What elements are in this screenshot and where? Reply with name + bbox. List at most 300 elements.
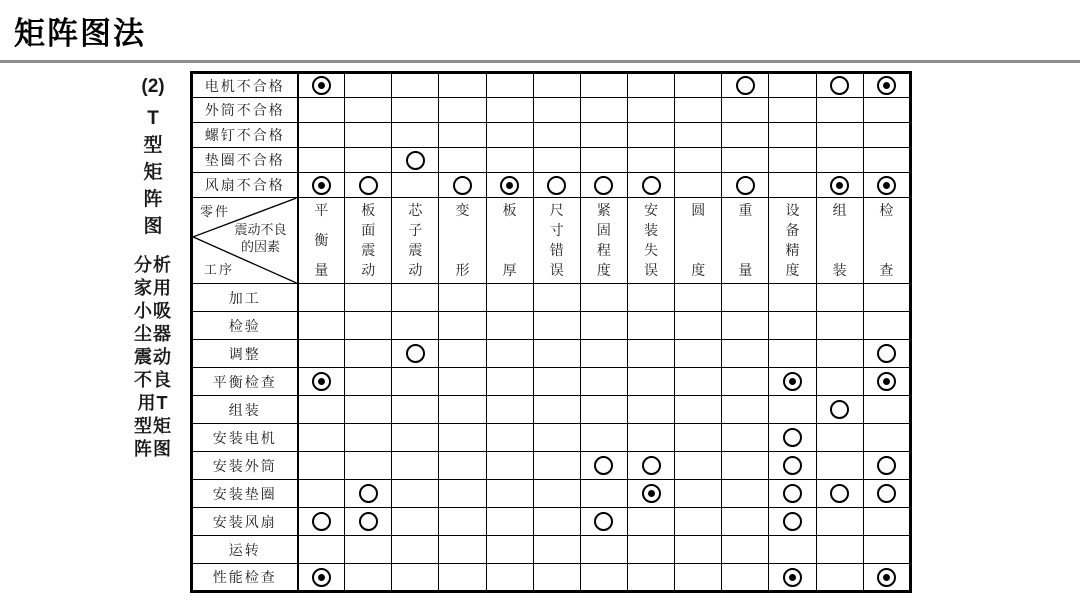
matrix-cell (439, 536, 486, 564)
factor-label-vertical (769, 198, 815, 283)
matrix-cell (769, 480, 816, 508)
process-row (192, 564, 911, 592)
strong-relation-mark-icon (877, 176, 896, 195)
matrix-cell (722, 396, 769, 424)
matrix-cell (298, 396, 345, 424)
strong-relation-mark-icon (877, 372, 896, 391)
matrix-cell (392, 396, 439, 424)
matrix-cell (439, 564, 486, 592)
factor-column-header (863, 198, 910, 284)
factor-column-header (816, 198, 863, 284)
matrix-cell (580, 73, 627, 98)
relation-mark-icon (830, 400, 849, 419)
caption-type-char: 矩 (143, 162, 163, 183)
matrix-cell (345, 284, 392, 312)
matrix-cell (675, 148, 722, 173)
factor-char: 重 (738, 202, 753, 218)
mark-center-dot (883, 574, 890, 581)
matrix-cell (439, 284, 486, 312)
factor-char: 精 (785, 242, 800, 258)
process-row-label: 安装外筒 (192, 452, 298, 480)
matrix-cell (486, 536, 533, 564)
process-row (192, 312, 911, 340)
matrix-cell (392, 480, 439, 508)
matrix-cell (580, 424, 627, 452)
matrix-cell (345, 452, 392, 480)
factor-char: 量 (314, 262, 329, 278)
matrix-cell (627, 98, 674, 123)
strong-relation-mark-icon (783, 372, 802, 391)
factor-char: 震 (361, 242, 376, 258)
matrix-cell (769, 98, 816, 123)
caption-description-line: 震动 (134, 347, 172, 367)
strong-relation-mark-icon (312, 76, 331, 95)
factor-char: 衡 (314, 232, 329, 248)
relation-mark-icon (642, 456, 661, 475)
matrix-cell (627, 312, 674, 340)
matrix-cell (627, 536, 674, 564)
caption-description-line: 尘器 (134, 324, 172, 344)
matrix-cell (580, 284, 627, 312)
matrix-cell (392, 284, 439, 312)
matrix-cell (533, 340, 580, 368)
caption-description-line: 用T (137, 393, 169, 413)
corner-factors-line2: 的因素 (240, 239, 280, 254)
matrix-cell (863, 284, 910, 312)
matrix-cell (439, 73, 486, 98)
relation-mark-icon (594, 512, 613, 531)
matrix-cell (439, 123, 486, 148)
matrix-cell (769, 368, 816, 396)
factor-char: 组 (832, 202, 847, 218)
matrix-cell (816, 340, 863, 368)
matrix-cell (533, 368, 580, 396)
matrix-cell (816, 564, 863, 592)
matrix-cell (345, 340, 392, 368)
matrix-cell (722, 123, 769, 148)
matrix-cell (486, 98, 533, 123)
matrix-cell (392, 148, 439, 173)
mark-center-dot (648, 490, 655, 497)
section-index: (2) (141, 76, 165, 97)
relation-mark-icon (406, 151, 425, 170)
matrix-cell (722, 312, 769, 340)
matrix-cell (722, 564, 769, 592)
mark-center-dot (789, 378, 796, 385)
matrix-cell (722, 98, 769, 123)
factor-char: 紧 (596, 202, 611, 218)
matrix-cell (439, 396, 486, 424)
matrix-cell (345, 368, 392, 396)
factor-char: 子 (408, 222, 423, 238)
relation-mark-icon (877, 456, 896, 475)
factor-char: 板 (361, 202, 376, 218)
factor-char: 固 (596, 222, 611, 238)
matrix-cell (675, 340, 722, 368)
matrix-cell (627, 340, 674, 368)
matrix-cell (627, 123, 674, 148)
mark-center-dot (883, 182, 890, 189)
strong-relation-mark-icon (312, 176, 331, 195)
matrix-cell (533, 480, 580, 508)
matrix-cell (345, 148, 392, 173)
matrix-cell (533, 73, 580, 98)
matrix-cell (486, 312, 533, 340)
matrix-cell (580, 508, 627, 536)
matrix-cell (816, 173, 863, 198)
matrix-cell (486, 123, 533, 148)
matrix-cell (486, 508, 533, 536)
part-row (192, 173, 911, 198)
matrix-cell (533, 173, 580, 198)
page-title: 矩阵图法 (14, 16, 146, 51)
factor-char: 装 (644, 222, 659, 238)
strong-relation-mark-icon (642, 484, 661, 503)
relation-mark-icon (736, 176, 755, 195)
matrix-cell (863, 452, 910, 480)
caption-type-char: 图 (143, 216, 163, 237)
process-row-label: 安装垫圈 (192, 480, 298, 508)
factor-char: 设 (785, 202, 800, 218)
matrix-cell (439, 312, 486, 340)
factor-label-vertical (628, 198, 674, 283)
caption-description (118, 254, 188, 461)
factor-char: 度 (596, 262, 611, 278)
process-row (192, 340, 911, 368)
factor-char: 动 (408, 262, 423, 278)
matrix-cell (392, 368, 439, 396)
matrix-cell (533, 452, 580, 480)
caption-type-char: T (147, 108, 159, 129)
matrix-cell (722, 508, 769, 536)
matrix-cell (345, 480, 392, 508)
matrix-cell (863, 312, 910, 340)
matrix-cell (392, 73, 439, 98)
factor-label-vertical (864, 198, 909, 283)
factor-column-header (486, 198, 533, 284)
matrix-cell (298, 123, 345, 148)
matrix-cell (392, 508, 439, 536)
factor-header-row (192, 198, 911, 284)
factor-char: 误 (549, 262, 564, 278)
matrix-cell (816, 284, 863, 312)
matrix-cell (439, 452, 486, 480)
matrix-cell (392, 564, 439, 592)
matrix-cell (675, 452, 722, 480)
matrix-cell (580, 480, 627, 508)
factor-char: 装 (832, 262, 847, 278)
matrix-cell (627, 424, 674, 452)
mark-center-dot (883, 378, 890, 385)
caption-description-line: 阵图 (134, 439, 172, 459)
matrix-cell (580, 396, 627, 424)
strong-relation-mark-icon (877, 76, 896, 95)
matrix-cell (675, 480, 722, 508)
matrix-cell (627, 148, 674, 173)
matrix-cell (769, 424, 816, 452)
process-row (192, 508, 911, 536)
matrix-cell (863, 368, 910, 396)
matrix-cell (392, 452, 439, 480)
process-row (192, 452, 911, 480)
matrix-cell (345, 564, 392, 592)
process-row (192, 424, 911, 452)
factor-column-header (439, 198, 486, 284)
strong-relation-mark-icon (312, 568, 331, 587)
matrix-cell (863, 98, 910, 123)
matrix-cell (298, 424, 345, 452)
diagonal-corner-cell (192, 198, 298, 284)
matrix-cell (627, 73, 674, 98)
factor-label-vertical (392, 198, 438, 283)
factor-char: 查 (879, 262, 894, 278)
matrix-cell (533, 536, 580, 564)
sidebar-caption (118, 76, 188, 461)
factor-char: 检 (879, 202, 894, 218)
matrix-cell (675, 312, 722, 340)
factor-char: 量 (738, 262, 753, 278)
relation-mark-icon (736, 76, 755, 95)
strong-relation-mark-icon (312, 372, 331, 391)
matrix-cell (298, 452, 345, 480)
matrix-cell (722, 73, 769, 98)
matrix-cell (627, 284, 674, 312)
process-row-label: 性能检查 (192, 564, 298, 592)
matrix-cell (580, 148, 627, 173)
process-row-label: 组装 (192, 396, 298, 424)
matrix-cell (392, 312, 439, 340)
factor-label-vertical (487, 198, 533, 283)
t-matrix-diagram (190, 71, 912, 593)
mark-center-dot (318, 574, 325, 581)
relation-mark-icon (594, 176, 613, 195)
matrix-cell (627, 396, 674, 424)
matrix-cell (439, 173, 486, 198)
factor-column-header (345, 198, 392, 284)
matrix-cell (486, 396, 533, 424)
relation-mark-icon (830, 76, 849, 95)
matrix-cell (722, 424, 769, 452)
matrix-cell (298, 73, 345, 98)
matrix-cell (816, 98, 863, 123)
matrix-cell (392, 98, 439, 123)
caption-type-char: 型 (143, 135, 163, 156)
matrix-cell (298, 340, 345, 368)
matrix-cell (769, 73, 816, 98)
matrix-cell (298, 536, 345, 564)
factor-column-header (533, 198, 580, 284)
mark-center-dot (506, 182, 513, 189)
matrix-cell (392, 173, 439, 198)
factor-label-vertical (581, 198, 627, 283)
matrix-cell (486, 452, 533, 480)
factor-char: 错 (549, 242, 564, 258)
factor-label-vertical (675, 198, 721, 283)
matrix-cell (486, 564, 533, 592)
caption-description-line: 家用 (134, 278, 172, 298)
matrix-cell (675, 73, 722, 98)
factor-char: 圆 (691, 202, 706, 218)
factor-label-vertical (299, 198, 345, 283)
part-row-label: 垫圈不合格 (192, 148, 298, 173)
matrix-cell (439, 98, 486, 123)
matrix-cell (486, 284, 533, 312)
mark-center-dot (883, 82, 890, 89)
process-row (192, 480, 911, 508)
factor-column-header (627, 198, 674, 284)
matrix-cell (580, 312, 627, 340)
relation-mark-icon (406, 344, 425, 363)
factor-column-header (392, 198, 439, 284)
matrix-cell (345, 424, 392, 452)
matrix-cell (675, 396, 722, 424)
relation-mark-icon (453, 176, 472, 195)
relation-mark-icon (547, 176, 566, 195)
matrix-cell (769, 148, 816, 173)
factor-column-header (675, 198, 722, 284)
matrix-cell (486, 368, 533, 396)
matrix-cell (627, 508, 674, 536)
mark-center-dot (789, 574, 796, 581)
matrix-cell (816, 312, 863, 340)
matrix-cell (486, 173, 533, 198)
matrix-cell (769, 312, 816, 340)
matrix-cell (816, 396, 863, 424)
matrix-cell (345, 98, 392, 123)
matrix-cell (769, 508, 816, 536)
matrix-cell (816, 73, 863, 98)
part-row-label: 螺钉不合格 (192, 123, 298, 148)
matrix-cell (533, 508, 580, 536)
matrix-cell (769, 340, 816, 368)
factor-char: 寸 (549, 222, 564, 238)
factor-char: 芯 (408, 202, 423, 218)
matrix-cell (816, 452, 863, 480)
matrix-cell (675, 98, 722, 123)
matrix-cell (580, 98, 627, 123)
matrix-cell (345, 536, 392, 564)
factor-char: 安 (644, 202, 659, 218)
matrix-cell (675, 173, 722, 198)
relation-mark-icon (783, 484, 802, 503)
matrix-cell (816, 536, 863, 564)
process-row-label: 调整 (192, 340, 298, 368)
strong-relation-mark-icon (500, 176, 519, 195)
relation-mark-icon (783, 428, 802, 447)
matrix-cell (486, 73, 533, 98)
matrix-cell (769, 284, 816, 312)
matrix-cell (627, 564, 674, 592)
matrix-cell (816, 123, 863, 148)
factor-char: 厚 (502, 262, 517, 278)
matrix-cell (298, 312, 345, 340)
matrix-cell (439, 148, 486, 173)
matrix-cell (863, 564, 910, 592)
matrix-cell (675, 424, 722, 452)
factor-label-vertical (534, 198, 580, 283)
factor-char: 度 (785, 262, 800, 278)
part-row-label: 电机不合格 (192, 73, 298, 98)
matrix-cell (580, 340, 627, 368)
matrix-cell (486, 424, 533, 452)
factor-char: 形 (455, 262, 470, 278)
strong-relation-mark-icon (783, 568, 802, 587)
matrix-cell (345, 312, 392, 340)
title-underline (0, 60, 1080, 63)
matrix-cell (722, 284, 769, 312)
factor-char: 面 (361, 222, 376, 238)
matrix-cell (533, 424, 580, 452)
matrix-cell (863, 508, 910, 536)
process-row (192, 396, 911, 424)
matrix-cell (675, 564, 722, 592)
caption-description-line: 型矩 (134, 416, 172, 436)
matrix-cell (627, 368, 674, 396)
relation-mark-icon (359, 176, 378, 195)
matrix-cell (769, 123, 816, 148)
relation-mark-icon (877, 484, 896, 503)
factor-column-header (722, 198, 769, 284)
matrix-cell (863, 73, 910, 98)
factor-char: 尺 (549, 202, 564, 218)
matrix-cell (533, 564, 580, 592)
process-row-label: 加工 (192, 284, 298, 312)
matrix-cell (722, 368, 769, 396)
strong-relation-mark-icon (877, 568, 896, 587)
matrix-cell (627, 173, 674, 198)
matrix-cell (769, 452, 816, 480)
caption-type-label (118, 105, 188, 240)
part-row-label: 外筒不合格 (192, 98, 298, 123)
matrix-cell (533, 148, 580, 173)
relation-mark-icon (830, 484, 849, 503)
process-row (192, 536, 911, 564)
matrix-cell (580, 123, 627, 148)
factor-column-header (769, 198, 816, 284)
matrix-cell (580, 368, 627, 396)
matrix-cell (439, 508, 486, 536)
matrix-cell (345, 123, 392, 148)
matrix-cell (627, 480, 674, 508)
matrix-cell (722, 340, 769, 368)
factor-char: 变 (455, 202, 470, 218)
matrix-cell (298, 508, 345, 536)
factor-column-header (580, 198, 627, 284)
matrix-cell (486, 480, 533, 508)
matrix-cell (769, 564, 816, 592)
matrix-cell (439, 424, 486, 452)
matrix-cell (863, 173, 910, 198)
matrix-cell (675, 123, 722, 148)
matrix-cell (486, 340, 533, 368)
corner-parts-label: 零件 (200, 204, 231, 219)
matrix-cell (580, 452, 627, 480)
factor-label-vertical (439, 198, 485, 283)
factor-char: 误 (644, 262, 659, 278)
matrix-cell (298, 148, 345, 173)
matrix-cell (345, 396, 392, 424)
matrix-cell (392, 123, 439, 148)
factor-char: 失 (644, 242, 659, 258)
matrix-cell (580, 173, 627, 198)
caption-type-char: 阵 (143, 189, 163, 210)
matrix-cell (533, 312, 580, 340)
matrix-cell (675, 508, 722, 536)
matrix-cell (863, 480, 910, 508)
mark-center-dot (318, 82, 325, 89)
corner-factors-line1: 震动不良 (234, 222, 287, 237)
matrix-cell (769, 396, 816, 424)
